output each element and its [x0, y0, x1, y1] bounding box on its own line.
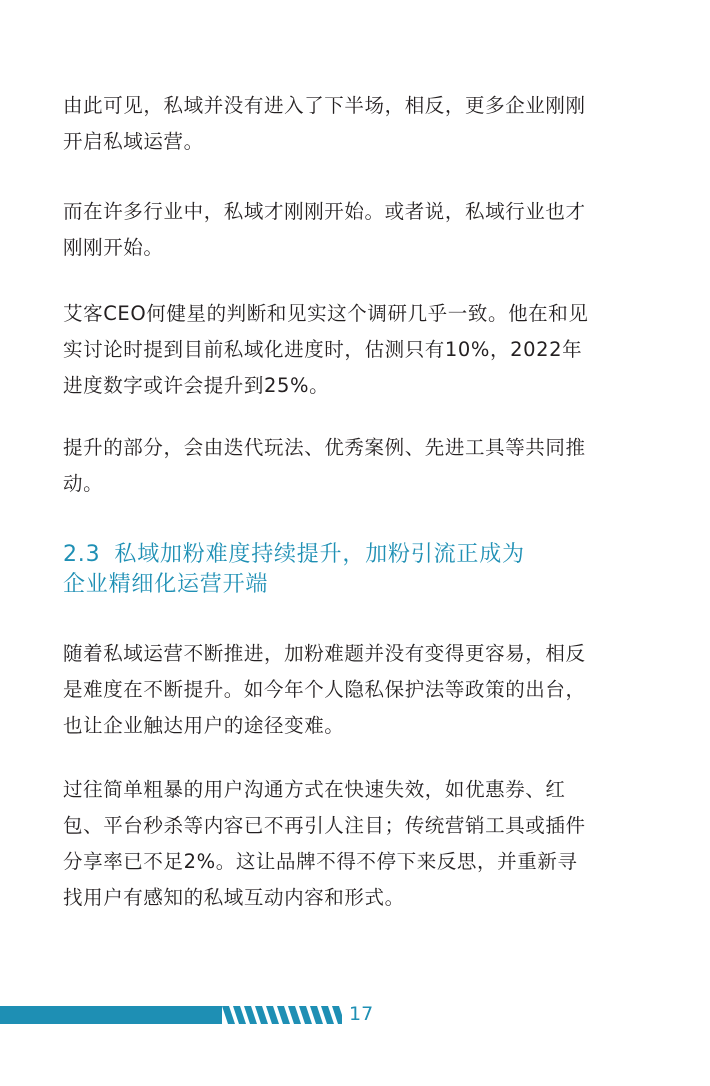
- paragraph-line: 过往简单粗暴的用户沟通方式在快速失效，如优惠券、红: [63, 778, 566, 801]
- footer-stripes-graphic: [222, 1006, 342, 1024]
- paragraph-4: [63, 430, 586, 502]
- paragraph-line: 实讨论时提到目前私域化进度时，估测只有10%，2022年: [63, 338, 583, 361]
- page-footer: [0, 1003, 710, 1028]
- section-paragraph-1: [63, 636, 586, 744]
- paragraph-line: 而在许多行业中，私域才刚刚开始。或者说，私域行业也才: [63, 200, 586, 223]
- paragraph-line: 随着私域运营不断推进，加粉难题并没有变得更容易，相反: [63, 642, 586, 665]
- paragraph-line: 是难度在不断提升。如今年个人隐私保护法等政策的出台，: [63, 678, 586, 701]
- paragraph-line: 进度数字或许会提升到25%。: [63, 374, 330, 397]
- paragraph-line: 刚刚开始。: [63, 236, 164, 259]
- footer-stripes-decoration: [222, 1006, 342, 1024]
- section-title-line-2: 企业精细化运营开端: [63, 572, 269, 597]
- paragraph-line: 动。: [63, 472, 104, 495]
- paragraph-line: 包、平台秒杀等内容已不再引人注目；传统营销工具或插件: [63, 814, 586, 837]
- paragraph-line: 分享率已不足2%。这让品牌不得不停下来反思，并重新寻: [63, 850, 578, 873]
- paragraph-line: 艾客CEO何健星的判断和见实这个调研几乎一致。他在和见: [63, 302, 589, 325]
- paragraph-line: 也让企业触达用户的途径变难。: [63, 714, 345, 737]
- paragraph-1: [63, 88, 586, 160]
- paragraph-line: 提升的部分，会由迭代玩法、优秀案例、先进工具等共同推: [63, 436, 586, 459]
- paragraph-2: [63, 194, 586, 266]
- section-title-line-1: 私域加粉难度持续提升，加粉引流正成为: [114, 542, 525, 567]
- footer-accent-bar: [0, 1006, 222, 1024]
- paragraph-3: [63, 296, 589, 404]
- section-paragraph-2: [63, 772, 586, 916]
- paragraph-line: 开启私域运营。: [63, 130, 204, 153]
- section-heading: [63, 540, 525, 600]
- paragraph-line: 由此可见，私域并没有进入了下半场，相反，更多企业刚刚: [63, 94, 586, 117]
- page-number: 17: [349, 1003, 374, 1025]
- section-number: 2.3: [63, 542, 101, 567]
- paragraph-line: 找用户有感知的私域互动内容和形式。: [63, 886, 405, 909]
